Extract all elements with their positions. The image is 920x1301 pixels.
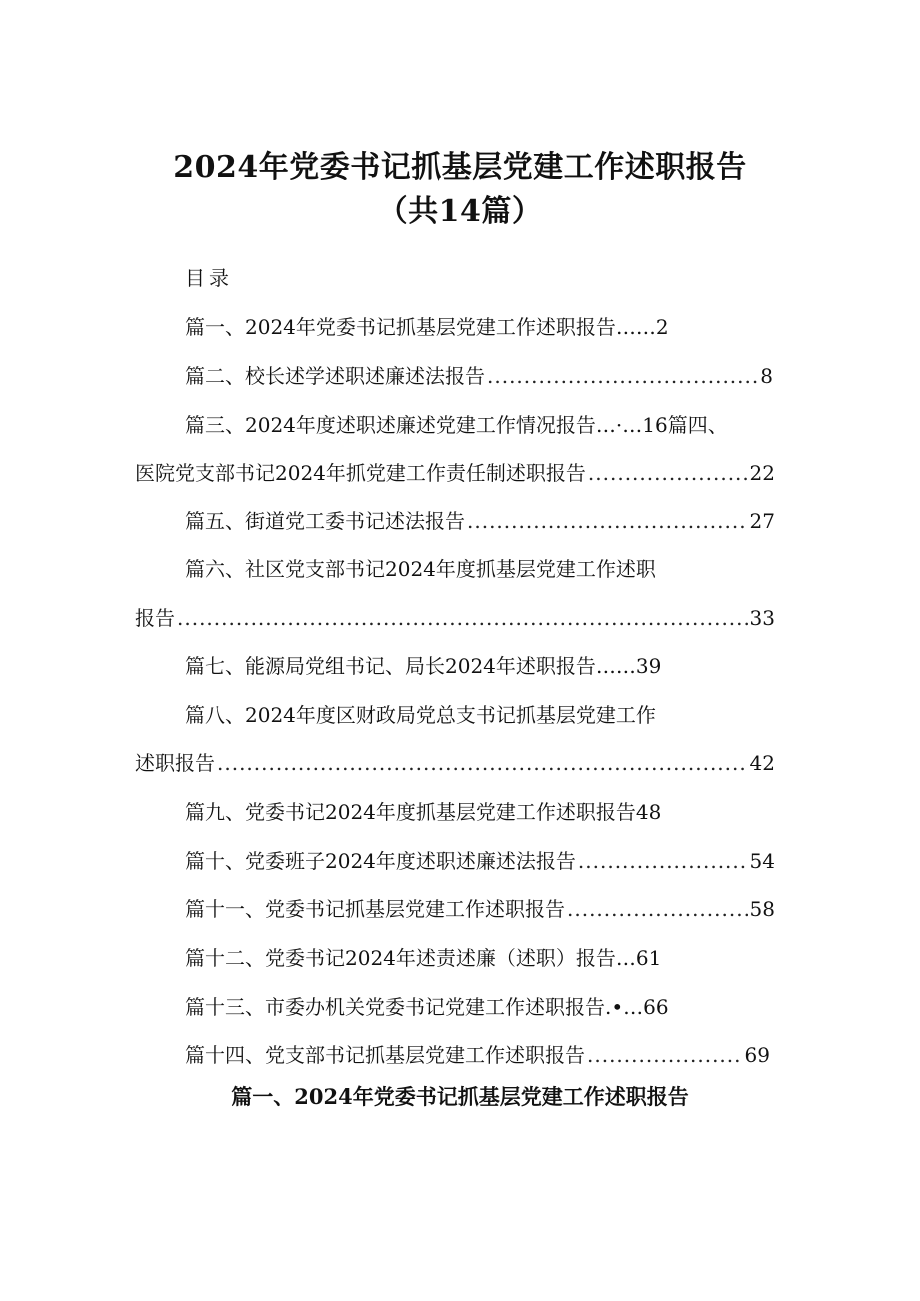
toc-entry-page: 39 (635, 654, 662, 678)
toc-entry-leader: …… (615, 315, 656, 339)
toc-entry-page: 2 (655, 315, 669, 339)
toc-entry-text: 篇十三、市委办机关党委书记党建工作述职报告.•…66 (185, 995, 669, 1019)
toc-entry-page: 69 (744, 1043, 770, 1067)
toc-entry-page: 27 (749, 509, 775, 533)
toc-entry-text: 篇九、党委书记2024年度抓基层党建工作述职报告48 (185, 800, 662, 824)
toc-entry-dot-leader (217, 750, 748, 776)
toc-entry[interactable] (135, 605, 775, 631)
section-heading: 篇一、2024年党委书记抓基层党建工作述职报告 (231, 1084, 689, 1109)
toc-entry-dot-leader (578, 848, 748, 874)
toc-label: 目录 (185, 266, 233, 290)
toc-entry[interactable] (185, 994, 669, 1020)
toc-entry[interactable] (185, 896, 775, 922)
toc-entry-text: 篇二、校长述学述职述廉述法报告 (185, 364, 485, 388)
toc-entry-text: 篇十、党委班子2024年度述职述廉述法报告 (185, 849, 576, 873)
toc-entry-page: 22 (749, 461, 775, 485)
toc-entry-text: 篇十二、党委书记2024年述责述廉（述职）报告…61 (185, 946, 662, 970)
toc-entry-page: 42 (749, 751, 775, 775)
toc-entry-text: 篇一、2024年党委书记抓基层党建工作述职报告 (185, 315, 616, 339)
toc-entry-text: 篇七、能源局党组书记、局长2024年述职报告 (185, 654, 596, 678)
document-title: 2024年党委书记抓基层党建工作述职报告 (173, 150, 747, 185)
toc-entry-dot-leader (587, 1042, 743, 1068)
toc-entry-dot-leader (567, 896, 748, 922)
document-subtitle: （共14篇） (377, 194, 543, 229)
toc-entry[interactable] (185, 848, 775, 874)
toc-entry[interactable] (185, 412, 728, 438)
toc-entry-text: 篇三、2024年度述职述廉述党建工作情况报告…·…16篇四、 (185, 413, 728, 437)
toc-entry-text: 报告 (135, 606, 175, 630)
toc-entry-leader: …… (595, 654, 636, 678)
toc-entry-text: 篇六、社区党支部书记2024年度抓基层党建工作述职 (185, 557, 656, 581)
toc-entry[interactable] (185, 556, 656, 582)
toc-entry[interactable] (185, 363, 773, 389)
toc-entry-text: 篇十一、党委书记抓基层党建工作述职报告 (185, 897, 565, 921)
toc-entry[interactable] (185, 314, 669, 340)
toc-entry[interactable] (185, 702, 656, 728)
toc-entry[interactable] (135, 750, 775, 776)
toc-entry-page: 33 (749, 606, 775, 630)
toc-entry-text: 篇五、街道党工委书记述法报告 (185, 509, 465, 533)
toc-entry-text: 述职报告 (135, 751, 215, 775)
toc-entry-dot-leader (487, 363, 758, 389)
toc-entry-dot-leader (588, 460, 748, 486)
toc-entry-text: 篇八、2024年度区财政局党总支书记抓基层党建工作 (185, 703, 656, 727)
toc-entry[interactable] (185, 1042, 770, 1068)
toc-entry-text: 医院党支部书记2024年抓党建工作责任制述职报告 (135, 461, 586, 485)
toc-entry[interactable] (185, 945, 661, 971)
toc-entry[interactable] (185, 799, 661, 825)
toc-entry-page: 8 (760, 364, 773, 388)
toc-entry[interactable] (185, 508, 775, 534)
toc-entry-page: 54 (749, 849, 775, 873)
toc-entry-dot-leader (467, 508, 748, 534)
toc-entry-text: 篇十四、党支部书记抓基层党建工作述职报告 (185, 1043, 585, 1067)
toc-entry[interactable] (185, 653, 661, 679)
toc-entry-dot-leader (177, 605, 748, 631)
toc-entry-page: 58 (749, 897, 775, 921)
toc-entry[interactable] (135, 460, 775, 486)
